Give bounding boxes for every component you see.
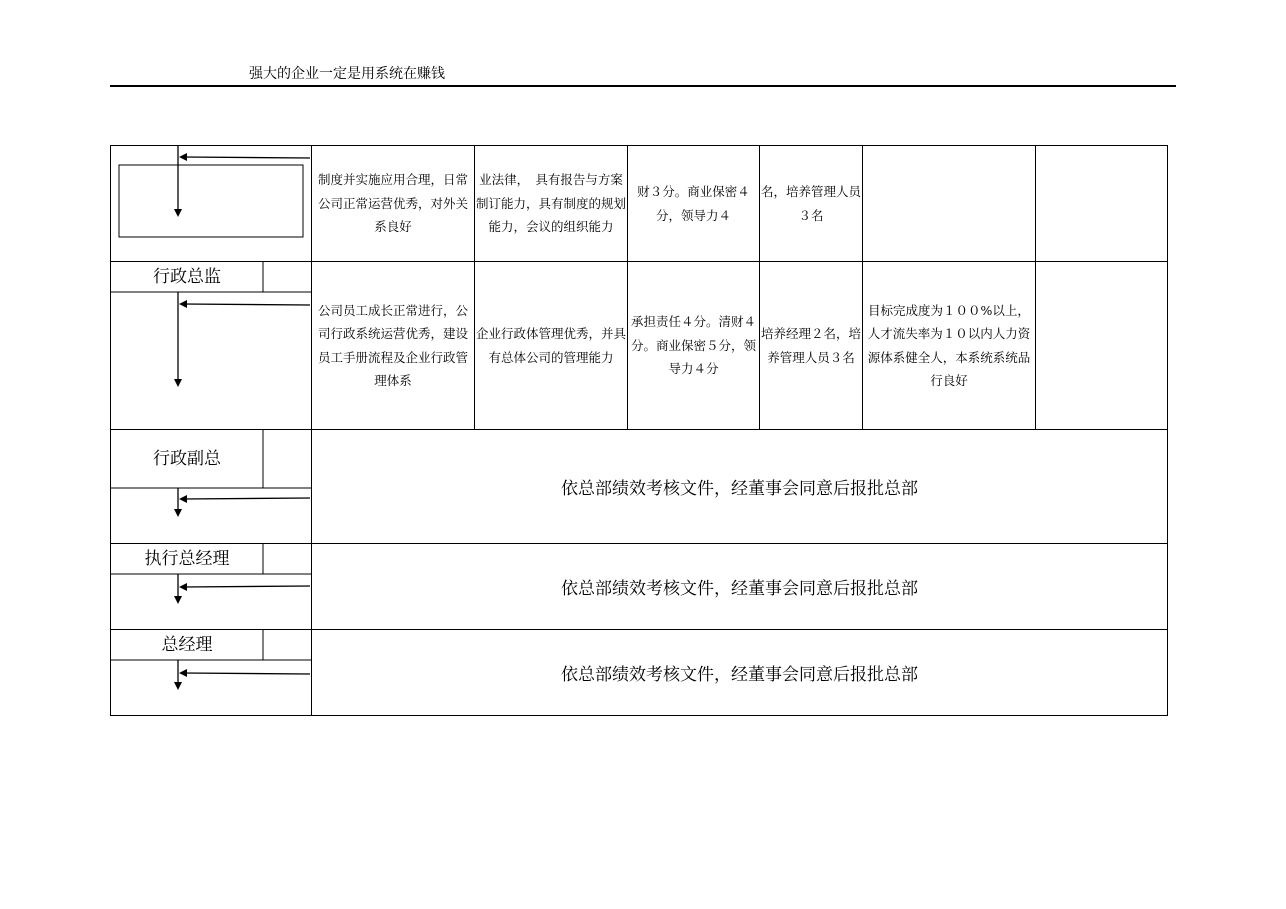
table-row	[111, 630, 1168, 716]
down-arrow-icon	[174, 509, 182, 517]
table-cell	[1036, 146, 1168, 262]
flow-left-line	[183, 673, 310, 674]
role-cell	[111, 430, 312, 544]
role-title: 行政总监	[153, 267, 221, 287]
left-arrow-icon	[179, 153, 187, 161]
table-cell: 名，培养管理人员３名	[760, 146, 863, 262]
down-arrow-icon	[174, 682, 182, 690]
flow-left-line	[183, 586, 310, 587]
table-row	[111, 544, 1168, 630]
down-arrow-icon	[174, 209, 182, 217]
role-cell	[111, 544, 312, 630]
role-title: 总经理	[161, 635, 213, 655]
role-title: 执行总经理	[144, 549, 230, 569]
down-arrow-icon	[174, 596, 182, 604]
table-cell	[1036, 262, 1168, 430]
table-cell: 目标完成度为１００%以上，人才流失率为１０以内人力资源体系健全人，本系统系统品行良好	[863, 262, 1036, 430]
merged-cell: 依总部绩效考核文件，经董事会同意后报批总部	[312, 630, 1168, 716]
left-arrow-icon	[179, 495, 187, 503]
table-cell: 制度并实施应用合理，日常公司正常运营优秀，对外关系良好	[312, 146, 475, 262]
table-cell: 财３分。商业保密４分，领导力４	[628, 146, 760, 262]
role-title: 行政副总	[153, 449, 221, 469]
table-cell	[863, 146, 1036, 262]
merged-cell: 依总部绩效考核文件，经董事会同意后报批总部	[312, 430, 1168, 544]
table-row	[111, 262, 1168, 430]
merged-cell: 依总部绩效考核文件，经董事会同意后报批总部	[312, 544, 1168, 630]
down-arrow-icon	[174, 379, 182, 387]
flow-box	[119, 165, 303, 237]
performance-table	[110, 145, 1168, 716]
table-row	[111, 430, 1168, 544]
header-rule	[110, 85, 1176, 87]
table-cell: 企业行政体管理优秀，并具有总体公司的管理能力	[475, 262, 628, 430]
flow-left-line	[183, 304, 310, 305]
flow-left-line	[183, 157, 310, 158]
page-header-title: 强大的企业一定是用系统在赚钱	[249, 66, 445, 82]
left-arrow-icon	[179, 669, 187, 677]
flow-left-line	[183, 498, 310, 499]
table-cell: 公司员工成长正常进行，公司行政系统运营优秀，建设员工手册流程及企业行政管理体系	[312, 262, 475, 430]
table-cell: 业法律， 具有报告与方案制订能力，具有制度的规划能力，会议的组织能力	[475, 146, 628, 262]
table-cell: 培养经理２名，培养管理人员３名	[760, 262, 863, 430]
left-arrow-icon	[179, 300, 187, 308]
left-arrow-icon	[179, 583, 187, 591]
role-cell	[111, 262, 312, 430]
flow-diagram	[111, 146, 312, 262]
role-cell	[111, 630, 312, 716]
role-cell-continued	[111, 146, 312, 262]
table-cell: 承担责任４分。清财４分。商业保密５分，领导力４分	[628, 262, 760, 430]
table-row	[111, 146, 1168, 262]
